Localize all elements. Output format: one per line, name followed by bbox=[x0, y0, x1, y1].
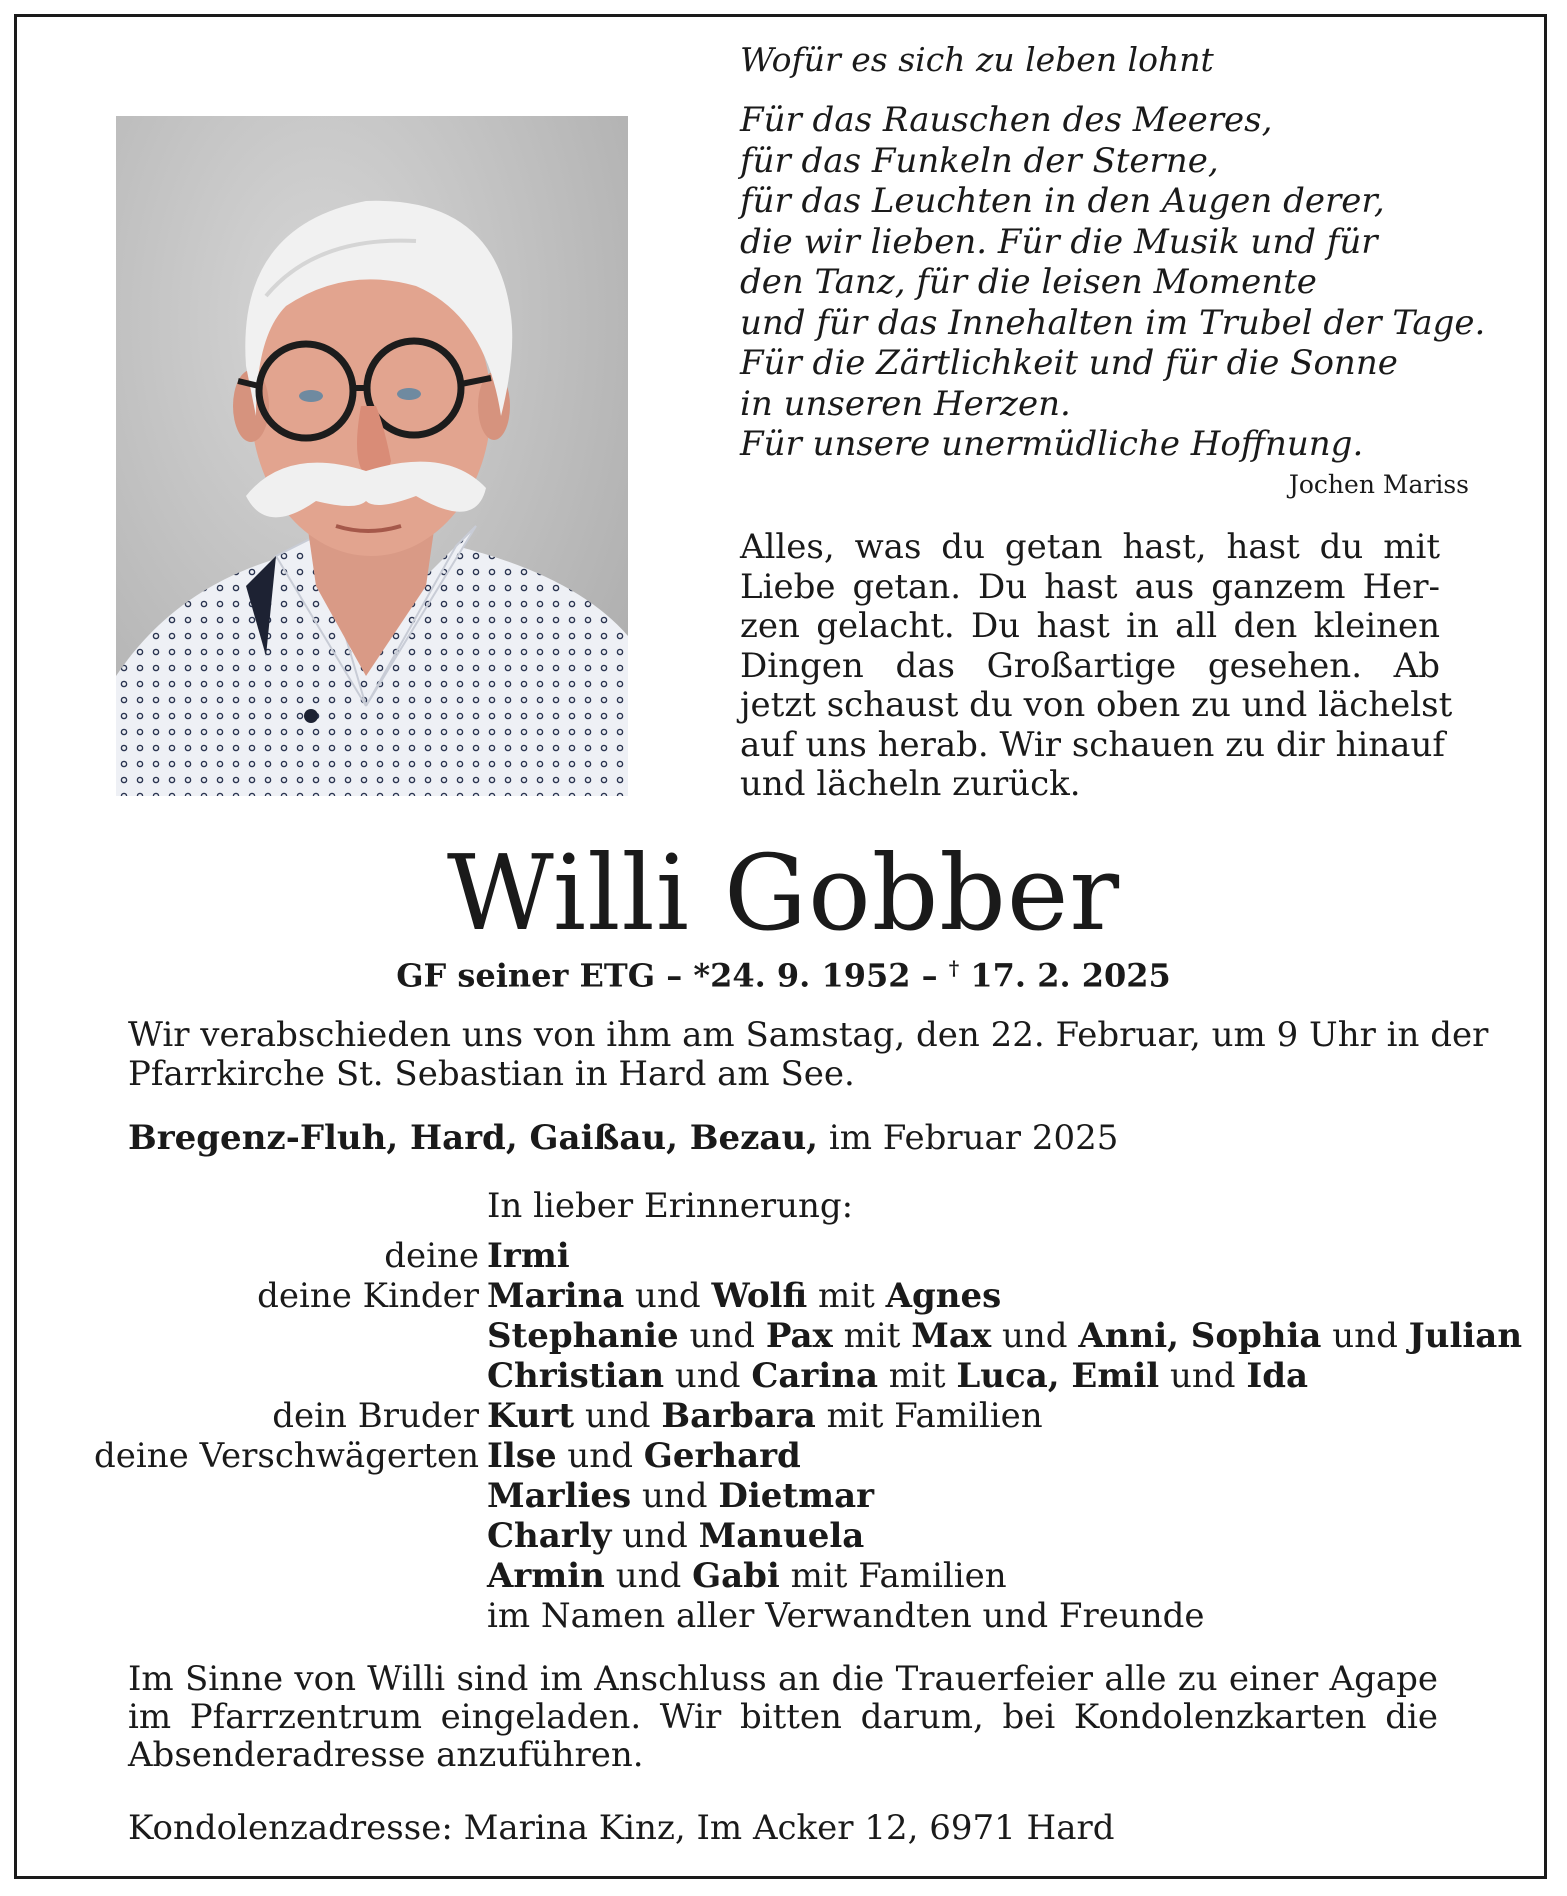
mourner-row bbox=[0, 1356, 1567, 1396]
mourner-row bbox=[0, 1396, 1567, 1436]
mourner-name: Armin bbox=[487, 1556, 605, 1596]
agape-text bbox=[128, 1660, 1438, 1774]
death-date: 17. 2. 2025 bbox=[970, 956, 1171, 995]
place-date bbox=[128, 1118, 1118, 1158]
mourner-row bbox=[0, 1596, 1567, 1636]
connector: und bbox=[604, 1556, 693, 1596]
poem-line: und für das Innehalten im Trubel der Tage. bbox=[740, 302, 1486, 343]
deceased-role: GF seiner ETG bbox=[396, 956, 656, 995]
portrait-photo bbox=[116, 116, 628, 796]
relatives-line: im Namen aller Verwandten und Freunde bbox=[487, 1596, 1205, 1636]
tribute-line: Alles, was du getan hast, hast du mit bbox=[740, 527, 1440, 567]
tribute-line: Liebe getan. Du hast aus ganzem Her- bbox=[740, 566, 1440, 607]
places: Bregenz-Fluh, Hard, Gaißau, Bezau, bbox=[128, 1118, 819, 1158]
deceased-dates bbox=[0, 956, 1567, 995]
connector: und bbox=[678, 1316, 766, 1356]
tribute-line: Dingen das Großartige gesehen. Ab bbox=[740, 645, 1440, 686]
mourner-name: Carina bbox=[751, 1356, 878, 1396]
mourner-name: Max bbox=[911, 1316, 992, 1356]
mourner-name: Gerhard bbox=[643, 1436, 801, 1476]
connector: und bbox=[574, 1396, 662, 1436]
poem-author: Jochen Mariss bbox=[1288, 470, 1469, 499]
mourner-row bbox=[0, 1236, 1567, 1276]
mourner-name: Kurt bbox=[487, 1396, 575, 1436]
mourner-name: Ilse bbox=[487, 1436, 557, 1476]
mourner-name: Julian bbox=[1408, 1316, 1523, 1356]
tribute-line: zen gelacht. Du hast in all den kleinen bbox=[740, 606, 1440, 646]
relation: deine Verschwägerten bbox=[94, 1436, 479, 1476]
poem-line: für das Leuchten in den Augen derer, bbox=[740, 181, 1385, 221]
poem-title: Wofür es sich zu leben lohnt bbox=[740, 40, 1214, 79]
poem-line: die wir lieben. Für die Musik und für bbox=[740, 221, 1378, 262]
tribute-line: und lächeln zurück. bbox=[740, 764, 1081, 804]
mourner-name: Manuela bbox=[698, 1516, 865, 1556]
poem-line: in unseren Herzen. bbox=[740, 383, 1071, 424]
tribute-line: auf uns herab. Wir schauen zu dir hinauf bbox=[740, 724, 1445, 765]
connector: und bbox=[631, 1476, 719, 1516]
tribute-line: jetzt schaust du von oben zu und lächelst bbox=[740, 685, 1453, 725]
agape-line: im Pfarrzentrum eingeladen. Wir bitten darum, bei Kondolenzkarten die bbox=[128, 1697, 1438, 1737]
mourner-name: Barbara bbox=[661, 1396, 816, 1436]
poem-line: Für die Zärtlichkeit und für die Sonne bbox=[740, 343, 1398, 383]
birth-symbol: * bbox=[693, 956, 711, 995]
farewell-text bbox=[128, 1015, 1489, 1094]
deceased-name: Willi Gobber bbox=[446, 832, 1121, 954]
mourner-name: Charly bbox=[487, 1516, 612, 1556]
mourner-name: Marina bbox=[487, 1276, 625, 1316]
mourner-row bbox=[0, 1476, 1567, 1516]
condolence-address: Kondolenzadresse: Marina Kinz, Im Acker 12, 6971 Hard bbox=[128, 1808, 1115, 1848]
death-symbol: † bbox=[948, 956, 960, 980]
mourner-row bbox=[0, 1516, 1567, 1556]
mourner-name: Christian bbox=[487, 1356, 665, 1396]
tribute-text bbox=[740, 527, 1453, 805]
mourner-name: Irmi bbox=[487, 1236, 570, 1276]
agape-line: Absenderadresse anzuführen. bbox=[128, 1735, 644, 1775]
connector: mit Familien bbox=[815, 1396, 1043, 1436]
connector: und bbox=[556, 1436, 644, 1476]
poem-line: den Tanz, für die leisen Momente bbox=[740, 262, 1317, 302]
farewell-line: Wir verabschieden uns von ihm am Samstag, den 22. Februar, um 9 Uhr in der bbox=[128, 1015, 1489, 1055]
connector: mit bbox=[832, 1316, 912, 1356]
mourner-name: Marlies bbox=[487, 1476, 632, 1516]
dash: – bbox=[666, 956, 683, 995]
relation: dein Bruder bbox=[272, 1396, 479, 1436]
relation: deine bbox=[384, 1236, 479, 1276]
connector: mit bbox=[807, 1276, 886, 1316]
poem bbox=[740, 100, 1486, 465]
poem-line: für das Funkeln der Sterne, bbox=[740, 140, 1219, 181]
relation: deine Kinder bbox=[257, 1276, 479, 1316]
date: im Februar 2025 bbox=[828, 1118, 1119, 1158]
mourner-name: Ida bbox=[1246, 1356, 1309, 1396]
remembrance-heading: In lieber Erinnerung: bbox=[487, 1186, 854, 1226]
mourner-name: Pax bbox=[765, 1316, 833, 1356]
portrait-illustration bbox=[116, 116, 628, 796]
farewell-line: Pfarrkirche St. Sebastian in Hard am See. bbox=[128, 1054, 855, 1094]
connector: und bbox=[624, 1276, 712, 1316]
connector: und bbox=[664, 1356, 752, 1396]
poem-line: Für unsere unermüdliche Hoffnung. bbox=[740, 424, 1364, 464]
mourner-name: Gabi bbox=[692, 1556, 780, 1596]
connector: mit Familien bbox=[779, 1556, 1007, 1596]
connector: mit bbox=[877, 1356, 957, 1396]
mourner-name: Luca, Emil bbox=[956, 1356, 1160, 1396]
dash: – bbox=[921, 956, 938, 995]
mourner-name: Agnes bbox=[885, 1276, 1002, 1316]
connector: und bbox=[611, 1516, 699, 1556]
mourner-row bbox=[0, 1436, 1567, 1476]
connector: und bbox=[1159, 1356, 1247, 1396]
agape-line: Im Sinne von Willi sind im Anschluss an die Trauerfeier alle zu einer Agape bbox=[128, 1659, 1438, 1699]
mourner-row bbox=[0, 1316, 1567, 1356]
mourner-name: Stephanie bbox=[487, 1316, 679, 1356]
mourners-list bbox=[0, 1236, 1567, 1636]
mourner-row bbox=[0, 1556, 1567, 1596]
mourner-name: Anni, Sophia bbox=[1078, 1316, 1322, 1356]
connector: und bbox=[1321, 1316, 1409, 1356]
birth-date: 24. 9. 1952 bbox=[710, 956, 911, 995]
mourner-name: Wolfi bbox=[711, 1276, 808, 1316]
poem-line: Für das Rauschen des Meeres, bbox=[740, 100, 1273, 140]
connector: und bbox=[991, 1316, 1079, 1356]
mourner-row bbox=[0, 1276, 1567, 1316]
mourner-name: Dietmar bbox=[718, 1476, 875, 1516]
